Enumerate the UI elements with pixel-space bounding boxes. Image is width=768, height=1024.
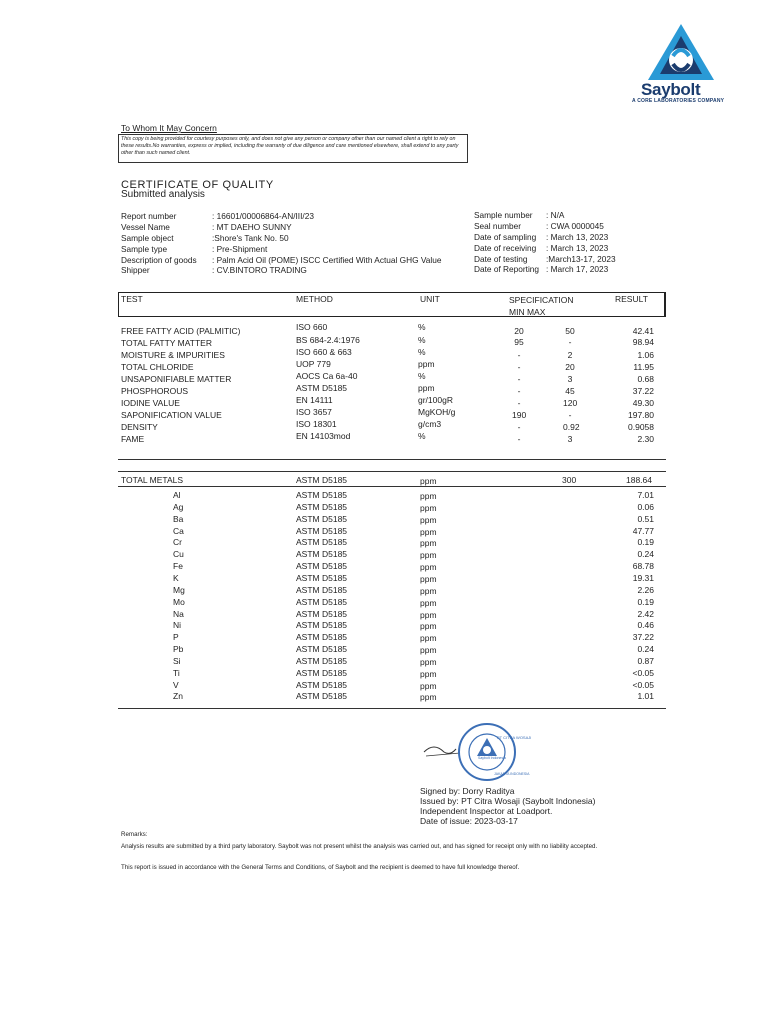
test-row-unit: %	[418, 347, 426, 357]
total-metals-method: ASTM D5185	[296, 475, 348, 485]
metal-row-el: Zn	[173, 691, 183, 701]
metal-row-unit: ppm	[420, 621, 437, 631]
test-row-result: 197.80	[628, 410, 654, 420]
metal-row-method: ASTM D5185	[296, 526, 348, 536]
info-value: : CWA 0000045	[546, 220, 604, 231]
metal-row-el: Na	[173, 609, 184, 619]
info-label: Sample type	[121, 243, 168, 254]
metal-row-el: Fe	[173, 561, 183, 571]
info-label: Date of sampling	[474, 231, 537, 242]
test-row-min: -	[517, 374, 521, 384]
test-row-max: 50	[565, 326, 575, 336]
metal-row-el: Ni	[173, 620, 182, 630]
test-row-min: -	[517, 422, 521, 432]
test-row-result: 98.94	[632, 337, 654, 347]
info-label: Report number	[121, 211, 177, 221]
metal-row-unit: ppm	[420, 645, 437, 655]
inspector-role: Independent Inspector at Loadport.	[420, 806, 553, 816]
info-label: Sample object	[121, 232, 174, 243]
test-row-result: 49.30	[632, 398, 654, 408]
info-label: Date of testing	[474, 253, 528, 264]
test-row-min: -	[517, 434, 521, 444]
stamp-outer-text: PT CITRA WOSAJI	[497, 735, 532, 740]
metal-row-result: 2.26	[637, 585, 654, 595]
metal-row-el: P	[173, 632, 179, 642]
test-row-min: -	[517, 362, 521, 372]
test-row-method: ISO 3657	[296, 407, 332, 417]
test-row-method: ASTM D5185	[296, 383, 348, 393]
metal-row-method: ASTM D5185	[296, 620, 348, 630]
signed-by: Signed by: Dorry Raditya	[420, 786, 515, 796]
info-label: Date of receiving	[474, 242, 537, 253]
info-right-values	[546, 210, 616, 275]
info-label: Sample number	[474, 210, 533, 220]
info-left-labels	[121, 211, 197, 276]
test-row-result: 0.9058	[628, 422, 654, 432]
info-value: : 16601/00006864-AN/III/23	[212, 211, 314, 221]
metal-row-result: 47.77	[632, 526, 654, 536]
metal-row-el: V	[173, 680, 179, 690]
metal-row-el: Ti	[173, 668, 180, 678]
metal-row-method: ASTM D5185	[296, 585, 348, 595]
metal-row-el: Pb	[173, 644, 184, 654]
test-row-max: -	[568, 337, 572, 347]
metal-row-result: 0.06	[637, 502, 654, 512]
test-row-method: BS 684-2.4:1976	[296, 335, 360, 345]
test-row-max: 3	[567, 374, 573, 384]
info-left-values	[212, 211, 441, 276]
metal-row-unit: ppm	[420, 633, 437, 643]
test-row-test: MOISTURE & IMPURITIES	[121, 350, 225, 360]
metal-row-unit: ppm	[420, 562, 437, 572]
metal-row-method: ASTM D5185	[296, 609, 348, 619]
info-value: : CV.BINTORO TRADING	[212, 265, 307, 276]
test-row-test: PHOSPHOROUS	[121, 386, 189, 396]
stamp-inner-text: Saybolt Indonesia	[478, 756, 506, 760]
metal-row-method: ASTM D5185	[296, 680, 348, 690]
metal-row-unit: ppm	[420, 586, 437, 596]
metal-row-method: ASTM D5185	[296, 561, 348, 571]
test-row-min: 95	[514, 337, 524, 347]
divider	[118, 486, 666, 487]
test-row-unit: %	[418, 322, 426, 332]
test-row-test: SAPONIFICATION VALUE	[121, 410, 222, 420]
info-value: : March 13, 2023	[546, 242, 609, 253]
signature-stamp	[420, 722, 520, 786]
metal-row-el: K	[173, 573, 179, 583]
issued-by: Issued by: PT Citra Wosaji (Saybolt Indonesia)	[420, 796, 596, 806]
test-row-unit: ppm	[418, 383, 435, 393]
total-metals-max: 300	[562, 475, 577, 485]
test-row-unit: MgKOH/g	[418, 407, 456, 417]
test-row-method: EN 14111	[296, 395, 333, 405]
test-row-max: 0.92	[563, 422, 580, 432]
metal-row-unit: ppm	[420, 669, 437, 679]
metal-row-unit: ppm	[420, 574, 437, 584]
metal-row-result: 19.31	[632, 573, 654, 583]
test-row-test: TOTAL FATTY MATTER	[121, 338, 212, 348]
test-row-max: 120	[563, 398, 578, 408]
metal-row-result: 0.87	[637, 656, 654, 666]
test-row-result: 42.41	[632, 326, 654, 336]
header-min-max: MIN MAX	[509, 307, 546, 317]
metal-row-el: Cr	[173, 537, 182, 547]
test-row-test: FREE FATTY ACID (PALMITIC)	[121, 326, 241, 336]
metal-row-result: 2.42	[637, 609, 654, 619]
metal-row-result: 0.19	[637, 537, 654, 547]
info-value: : MT DAEHO SUNNY	[212, 221, 292, 232]
test-row-method: ISO 660	[296, 322, 328, 332]
metal-row-result: 68.78	[632, 561, 654, 571]
test-row-test: FAME	[121, 434, 145, 444]
metal-row-unit: ppm	[420, 681, 437, 691]
test-row-unit: %	[418, 431, 426, 441]
metal-row-method: ASTM D5185	[296, 490, 348, 500]
metal-row-result: 37.22	[632, 632, 654, 642]
test-row-result: 11.95	[633, 362, 654, 372]
test-row-result: 1.06	[637, 350, 654, 360]
test-row-max: 45	[565, 386, 575, 396]
test-row-unit: %	[418, 335, 426, 345]
brand-tagline: A CORE LABORATORIES COMPANY	[632, 98, 725, 104]
brand-name: Saybolt	[641, 80, 701, 99]
test-row-min: -	[517, 398, 521, 408]
metal-row-result: 0.19	[637, 597, 654, 607]
metal-row-el: Mg	[173, 585, 185, 595]
divider	[118, 471, 666, 472]
metal-row-el: Ba	[173, 514, 184, 524]
test-row-max: 20	[565, 362, 575, 372]
metal-row-unit: ppm	[420, 515, 437, 525]
test-row-test: UNSAPONIFIABLE MATTER	[121, 374, 232, 384]
remarks-heading: Remarks:	[121, 831, 148, 838]
metal-row-method: ASTM D5185	[296, 514, 348, 524]
metal-row-method: ASTM D5185	[296, 691, 348, 701]
test-row-max: -	[568, 410, 572, 420]
salutation: To Whom It May Concern	[121, 123, 217, 133]
metal-row-el: Mo	[173, 597, 185, 607]
metal-row-method: ASTM D5185	[296, 632, 348, 642]
info-label: Description of goods	[121, 254, 197, 265]
remarks-line-1: Analysis results are submitted by a third party laboratory. Saybolt was not present whilst the analysis was carried out, and has signed for receipt only with no liability accepted.	[121, 843, 598, 850]
test-row-method: AOCS Ca 6a-40	[296, 371, 358, 381]
info-label: Vessel Name	[121, 221, 170, 232]
metal-row-result: <0.05	[632, 680, 654, 690]
info-right-labels	[474, 210, 539, 275]
metal-row-el: Ca	[173, 526, 184, 536]
divider	[118, 459, 666, 460]
test-row-unit: g/cm3	[418, 419, 442, 429]
metal-row-result: 1.01	[637, 691, 654, 701]
total-metals-unit: ppm	[420, 476, 437, 486]
metal-row-result: 7.01	[637, 490, 654, 500]
certificate-title: CERTIFICATE OF QUALITY	[121, 179, 274, 191]
header-result: RESULT	[615, 294, 648, 304]
metal-row-unit: ppm	[420, 527, 437, 537]
test-row-min: 20	[514, 326, 524, 336]
test-row-result: 0.68	[637, 374, 654, 384]
header-test: TEST	[121, 294, 143, 304]
info-value: : March 13, 2023	[546, 231, 609, 242]
metal-row-unit: ppm	[420, 692, 437, 702]
date-of-issue: Date of issue: 2023-03-17	[420, 816, 518, 826]
info-value: : Pre-Shipment	[212, 243, 268, 254]
metal-row-method: ASTM D5185	[296, 549, 348, 559]
test-row-result: 2.30	[637, 434, 654, 444]
test-row-min: 190	[512, 410, 527, 420]
stamp-bottom-text: JAKARTA INDONESIA	[494, 772, 530, 776]
test-row-unit: ppm	[418, 359, 435, 369]
disclaimer-box: This copy is being provided for courtesy purposes only, and does not give any person or company other than our named client a right to rely on these results.No warranties, express or implied, including the warranty of due diligence and care mentioned elsewhere, shall extend to any party other than such named client.	[118, 134, 468, 163]
test-row-method: UOP 779	[296, 359, 331, 369]
info-label: Date of Reporting	[474, 264, 540, 275]
total-metals-result: 188.64	[626, 475, 652, 485]
metal-row-method: ASTM D5185	[296, 644, 348, 654]
header-method: METHOD	[296, 294, 333, 304]
metal-row-unit: ppm	[420, 598, 437, 608]
info-label: Seal number	[474, 220, 522, 231]
test-row-method: ISO 660 & 663	[296, 347, 352, 357]
metal-row-result: <0.05	[632, 668, 654, 678]
remarks-line-2: This report is issued in accordance with the General Terms and Conditions, of Saybolt and the recipient is deemed to have full knowledge thereof.	[121, 864, 520, 871]
table-header-box	[118, 292, 666, 317]
total-metals-label: TOTAL METALS	[121, 475, 184, 485]
metal-row-method: ASTM D5185	[296, 597, 348, 607]
test-row-max: 2	[567, 350, 573, 360]
metal-row-el: Ag	[173, 502, 184, 512]
test-row-method: EN 14103mod	[296, 431, 351, 441]
test-row-max: 3	[567, 434, 573, 444]
test-row-unit: gr/100gR	[418, 395, 453, 405]
metal-row-el: Si	[173, 656, 181, 666]
metal-row-unit: ppm	[420, 538, 437, 548]
metal-row-unit: ppm	[420, 491, 437, 501]
metal-row-unit: ppm	[420, 657, 437, 667]
test-row-test: TOTAL CHLORIDE	[121, 362, 194, 372]
info-value: : Palm Acid Oil (POME) ISCC Certified With Actual GHG Value	[212, 254, 442, 265]
info-value: : N/A	[546, 210, 565, 220]
metal-row-method: ASTM D5185	[296, 656, 348, 666]
metal-row-unit: ppm	[420, 610, 437, 620]
test-row-result: 37.22	[632, 386, 654, 396]
info-value: : March 17, 2023	[546, 264, 609, 275]
info-value: :March13-17, 2023	[546, 253, 616, 264]
metal-row-method: ASTM D5185	[296, 668, 348, 678]
metal-row-unit: ppm	[420, 503, 437, 513]
metal-row-result: 0.51	[637, 514, 654, 524]
metal-row-result: 0.24	[637, 644, 654, 654]
header-unit: UNIT	[420, 294, 440, 304]
test-row-min: -	[517, 350, 521, 360]
metal-row-method: ASTM D5185	[296, 537, 348, 547]
test-row-method: ISO 18301	[296, 419, 337, 429]
metal-row-result: 0.46	[637, 620, 654, 630]
metal-row-method: ASTM D5185	[296, 502, 348, 512]
info-value: :Shore's Tank No. 50	[212, 232, 289, 243]
metal-row-method: ASTM D5185	[296, 573, 348, 583]
certificate-subtitle: Submitted analysis	[121, 189, 205, 200]
metal-row-el: Al	[173, 490, 181, 500]
test-row-test: IODINE VALUE	[121, 398, 180, 408]
metal-row-result: 0.24	[637, 549, 654, 559]
header-specification: SPECIFICATION	[509, 295, 574, 305]
metal-row-el: Cu	[173, 549, 184, 559]
divider	[118, 708, 666, 709]
test-row-test: DENSITY	[121, 422, 158, 432]
test-row-unit: %	[418, 371, 426, 381]
test-row-min: -	[517, 386, 521, 396]
info-label: Shipper	[121, 265, 150, 276]
metal-row-unit: ppm	[420, 550, 437, 560]
